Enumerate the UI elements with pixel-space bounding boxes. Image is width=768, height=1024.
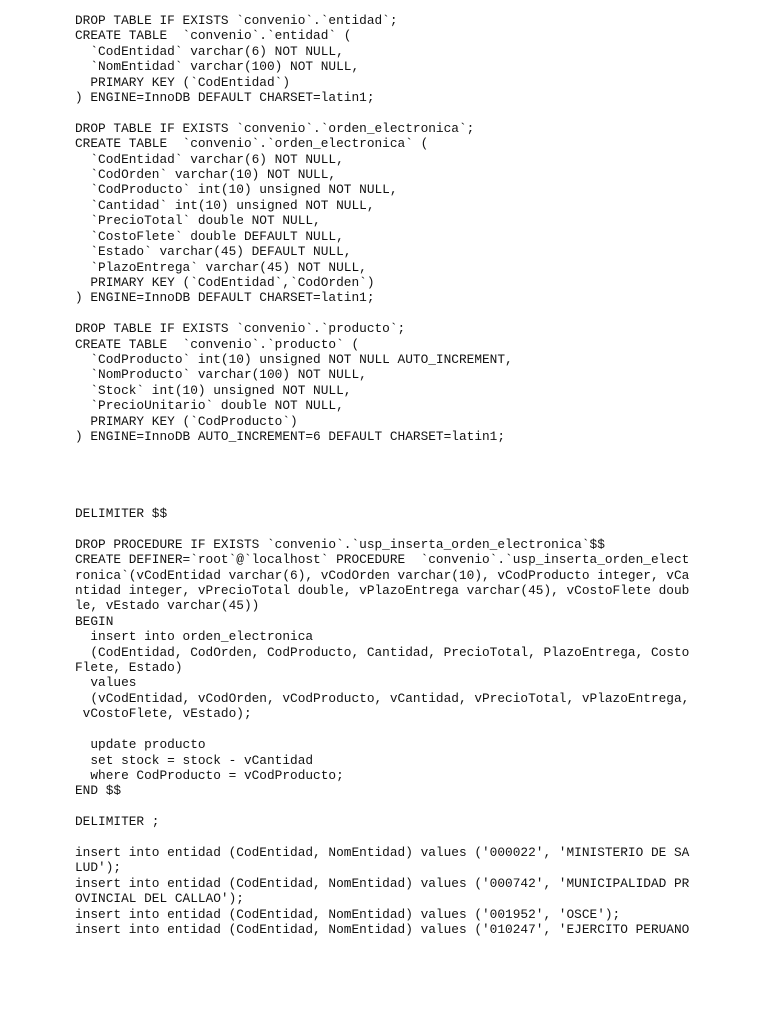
code-line: `CodOrden` varchar(10) NOT NULL, <box>75 167 337 183</box>
code-line: PRIMARY KEY (`CodProducto`) <box>75 413 298 429</box>
code-line <box>75 722 715 737</box>
code-line: DELIMITER ; <box>75 814 160 830</box>
code-line: CREATE DEFINER=`root`@`localhost` PROCEDURE `convenio`.`usp_inserta_orden_elect <box>75 552 690 568</box>
code-line <box>75 491 715 506</box>
code-line: set stock = stock - vCantidad <box>75 752 314 768</box>
code-line: OVINCIAL DEL CALLAO'); <box>75 891 244 907</box>
code-line <box>75 444 715 459</box>
code-line: PRIMARY KEY (`CodEntidad`) <box>75 74 291 90</box>
code-line: `NomProducto` varchar(100) NOT NULL, <box>75 367 367 383</box>
code-line: `PlazoEntrega` varchar(45) NOT NULL, <box>75 259 367 275</box>
code-line: BEGIN <box>75 613 114 629</box>
code-line: DROP PROCEDURE IF EXISTS `convenio`.`usp_inserta_orden_electronica`$$ <box>75 536 605 552</box>
code-line: insert into entidad (CodEntidad, NomEntidad) values ('001952', 'OSCE'); <box>75 906 621 922</box>
sql-code-document <box>75 13 715 937</box>
code-line: CREATE TABLE `convenio`.`entidad` ( <box>75 28 352 44</box>
code-line: ntidad integer, vPrecioTotal double, vPlazoEntrega varchar(45), vCostoFlete doub <box>75 583 690 599</box>
code-line: `CodEntidad` varchar(6) NOT NULL, <box>75 151 344 167</box>
code-line: LUD'); <box>75 860 122 876</box>
code-line: insert into entidad (CodEntidad, NomEntidad) values ('000022', 'MINISTERIO DE SA <box>75 844 690 860</box>
code-line: `Cantidad` int(10) unsigned NOT NULL, <box>75 197 375 213</box>
code-line: DELIMITER $$ <box>75 506 168 521</box>
code-line <box>75 460 715 475</box>
code-line: `CodProducto` int(10) unsigned NOT NULL AUTO_INCREMENT, <box>75 351 513 367</box>
code-line: ) ENGINE=InnoDB AUTO_INCREMENT=6 DEFAULT CHARSET=latin1; <box>75 428 506 444</box>
code-line: `NomEntidad` varchar(100) NOT NULL, <box>75 59 360 75</box>
code-line <box>75 306 715 321</box>
code-line: END $$ <box>75 783 122 799</box>
code-line: where CodProducto = vCodProducto; <box>75 767 344 783</box>
code-line: values <box>75 675 137 691</box>
code-line <box>75 105 715 120</box>
code-line: ) ENGINE=InnoDB DEFAULT CHARSET=latin1; <box>75 290 375 306</box>
code-line <box>75 521 715 536</box>
code-line: (CodEntidad, CodOrden, CodProducto, Cantidad, PrecioTotal, PlazoEntrega, Costo <box>75 644 690 660</box>
code-line: `Stock` int(10) unsigned NOT NULL, <box>75 382 352 398</box>
code-line <box>75 475 715 490</box>
code-line: update producto <box>75 737 206 753</box>
code-line <box>75 830 715 845</box>
code-line: `CostoFlete` double DEFAULT NULL, <box>75 228 344 244</box>
code-line: CREATE TABLE `convenio`.`orden_electronica` ( <box>75 136 429 152</box>
code-line: `Estado` varchar(45) DEFAULT NULL, <box>75 244 352 260</box>
code-line: DROP TABLE IF EXISTS `convenio`.`producto`; <box>75 321 406 337</box>
code-line: `PrecioUnitario` double NOT NULL, <box>75 398 344 414</box>
code-line: CREATE TABLE `convenio`.`producto` ( <box>75 336 360 352</box>
code-line: ronica`(vCodEntidad varchar(6), vCodOrden varchar(10), vCodProducto integer, vCa <box>75 567 690 583</box>
code-line: Flete, Estado) <box>75 660 183 676</box>
code-line: insert into entidad (CodEntidad, NomEntidad) values ('010247', 'EJERCITO PERUANO <box>75 921 690 937</box>
code-line: le, vEstado varchar(45)) <box>75 598 260 614</box>
code-line: ) ENGINE=InnoDB DEFAULT CHARSET=latin1; <box>75 90 375 106</box>
code-line: `CodProducto` int(10) unsigned NOT NULL, <box>75 182 398 198</box>
code-line: insert into orden_electronica <box>75 629 314 645</box>
code-line <box>75 799 715 814</box>
code-line: vCostoFlete, vEstado); <box>75 706 252 722</box>
code-line: DROP TABLE IF EXISTS `convenio`.`orden_electronica`; <box>75 120 475 136</box>
code-line: PRIMARY KEY (`CodEntidad`,`CodOrden`) <box>75 274 375 290</box>
code-line: `PrecioTotal` double NOT NULL, <box>75 213 321 229</box>
code-line: DROP TABLE IF EXISTS `convenio`.`entidad`; <box>75 13 398 28</box>
code-line: insert into entidad (CodEntidad, NomEntidad) values ('000742', 'MUNICIPALIDAD PR <box>75 875 690 891</box>
code-line: `CodEntidad` varchar(6) NOT NULL, <box>75 43 344 59</box>
code-line: (vCodEntidad, vCodOrden, vCodProducto, vCantidad, vPrecioTotal, vPlazoEntrega, <box>75 690 690 706</box>
